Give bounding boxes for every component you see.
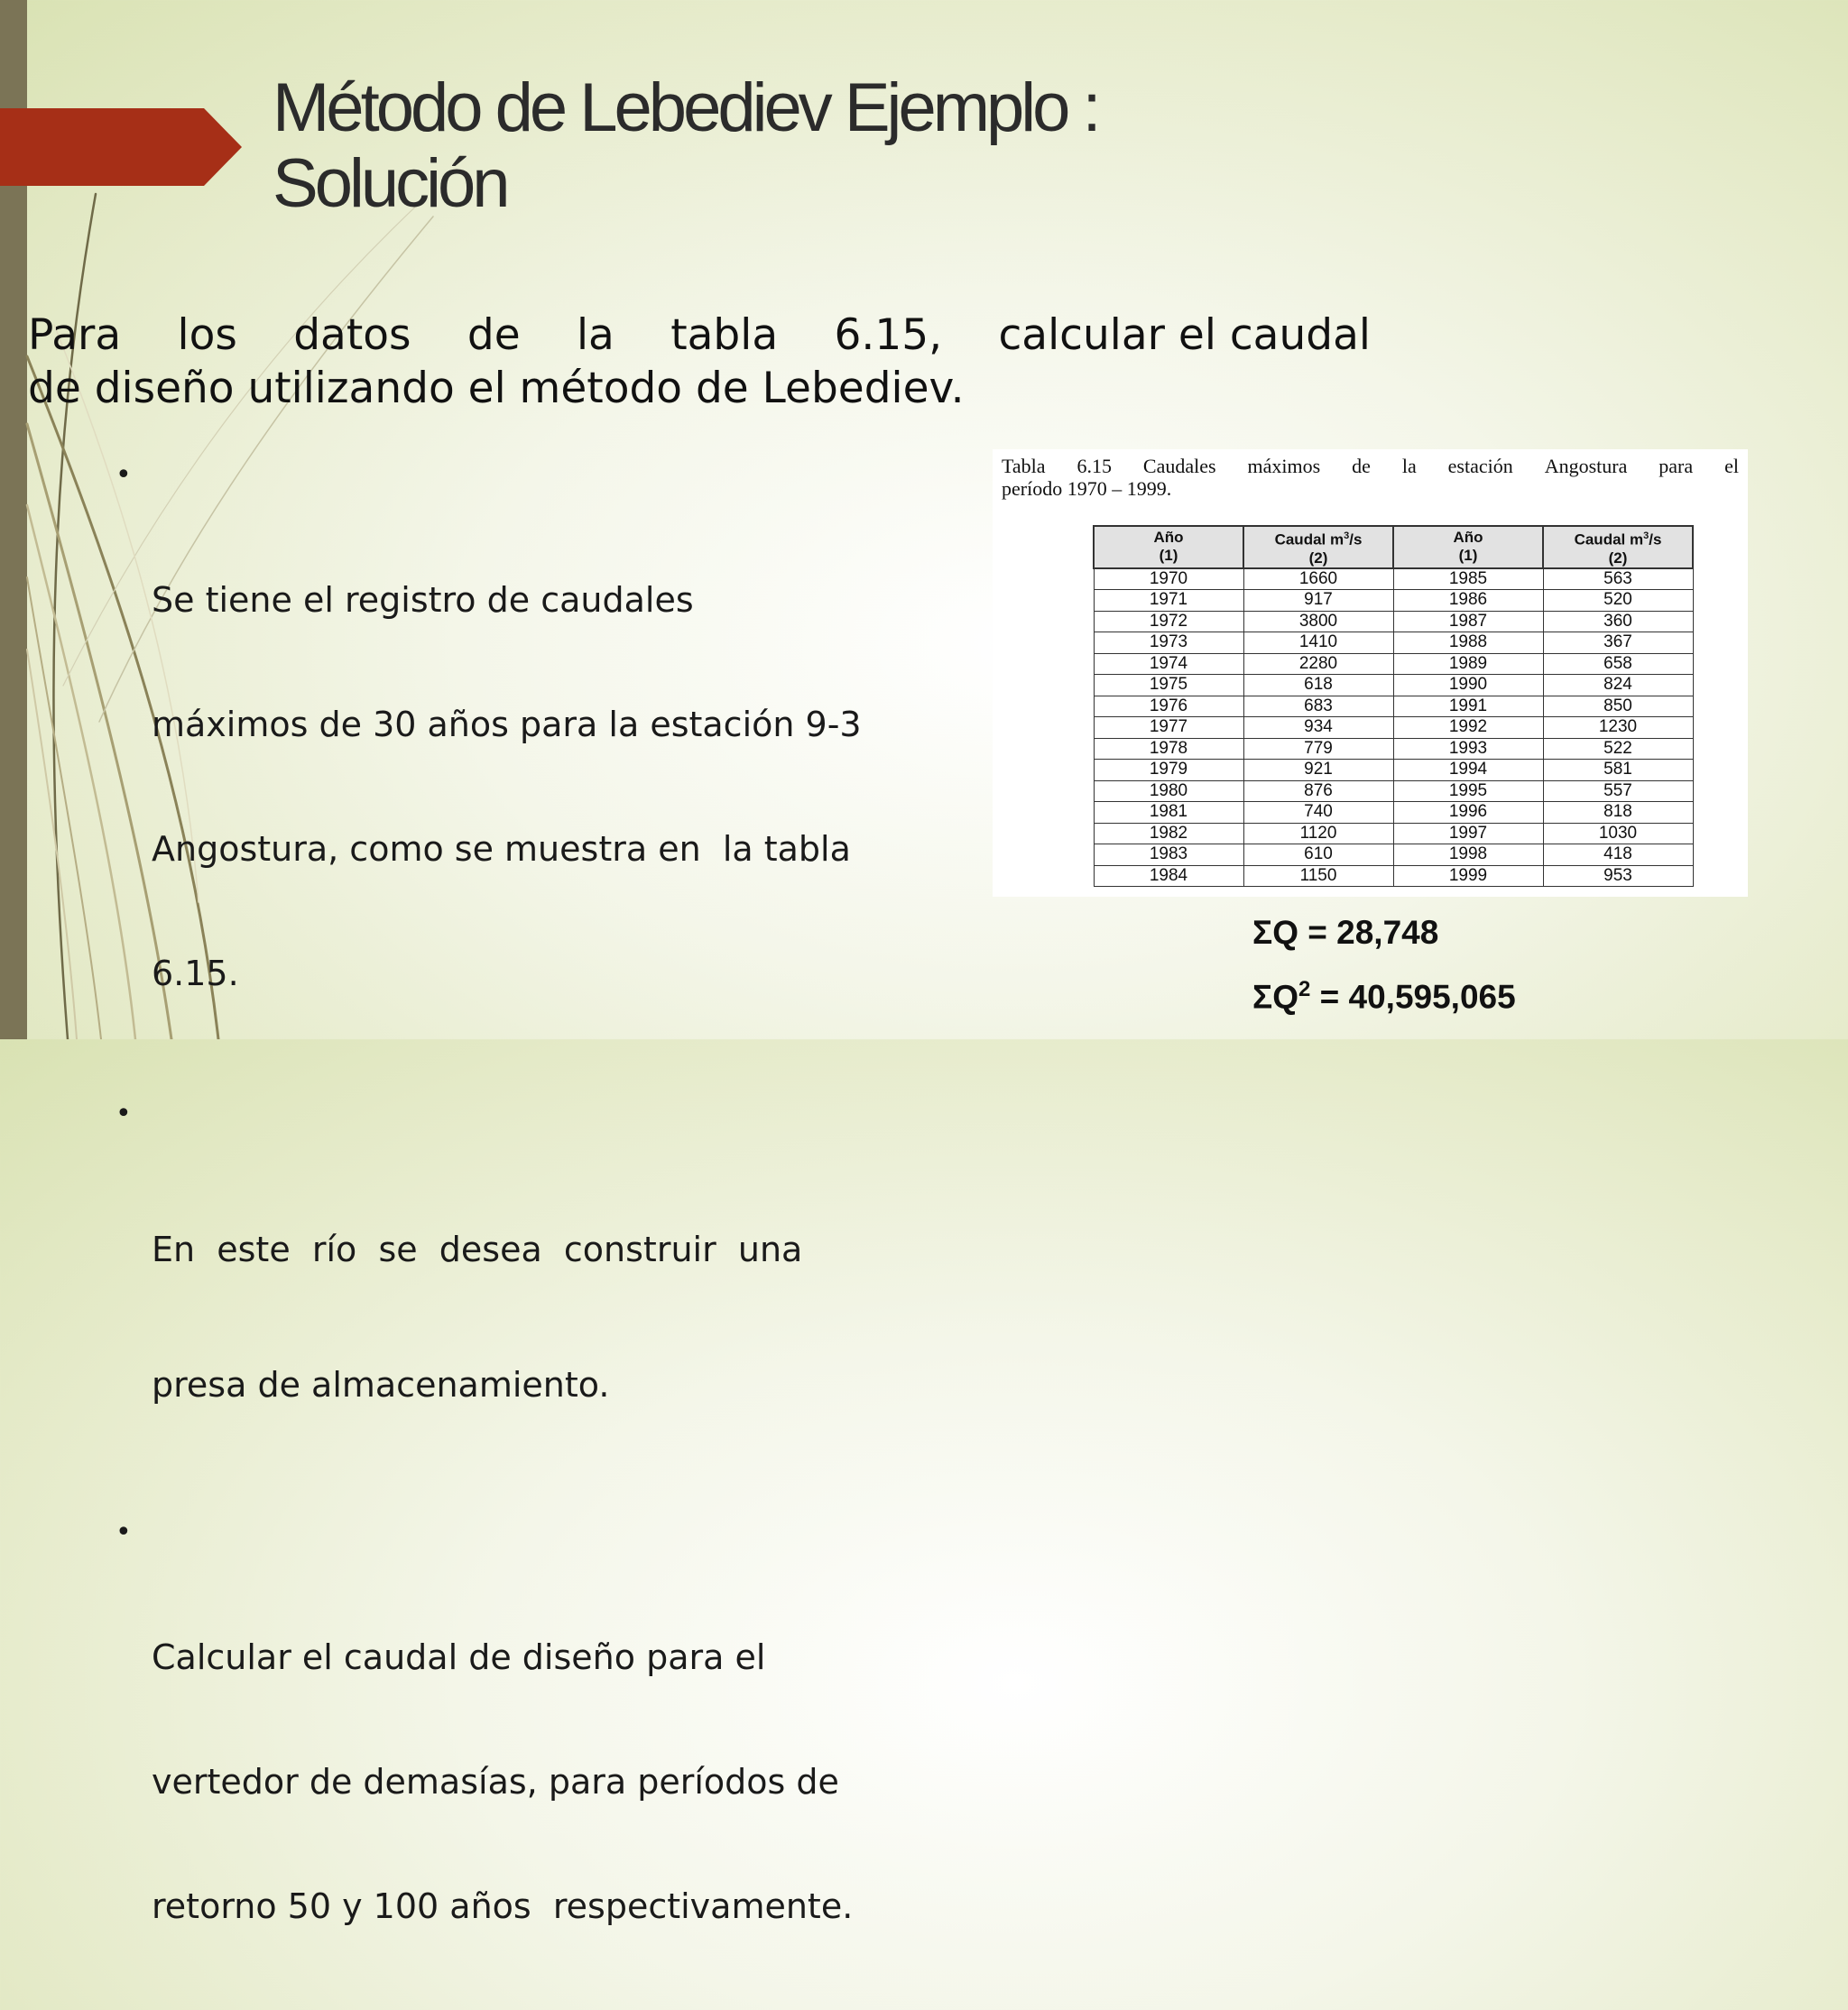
year-cell: 1995 xyxy=(1393,780,1543,802)
table-body xyxy=(1094,568,1693,887)
header-year xyxy=(1094,526,1243,568)
flow-cell: 367 xyxy=(1543,632,1693,654)
table-row xyxy=(1094,802,1693,824)
table-row xyxy=(1094,568,1693,590)
year-cell: 1970 xyxy=(1094,568,1243,590)
flow-cell: 934 xyxy=(1243,717,1393,739)
header-year xyxy=(1393,526,1543,568)
year-cell: 1984 xyxy=(1094,865,1243,887)
flow-cell: 917 xyxy=(1243,590,1393,612)
flow-cell: 2280 xyxy=(1243,653,1393,675)
sum-q2-sup: 2 xyxy=(1298,977,1311,1001)
year-cell: 1994 xyxy=(1393,760,1543,781)
bullet-line: retorno 50 y 100 años respectivamente. xyxy=(152,1886,854,1926)
bullet-line: máximos de 30 años para la estación 9-3 xyxy=(152,705,862,744)
flow-cell: 520 xyxy=(1543,590,1693,612)
year-cell: 1977 xyxy=(1094,717,1243,739)
sum-q: ΣQ = 28,748 xyxy=(1252,914,1439,951)
header-flow-text: Caudal m xyxy=(1274,530,1344,549)
year-cell: 1985 xyxy=(1393,568,1543,590)
header-flow-sup: 3 xyxy=(1344,530,1350,541)
year-cell: 1991 xyxy=(1393,696,1543,717)
sum-q2-prefix: ΣQ xyxy=(1252,978,1298,1016)
flow-cell: 1030 xyxy=(1543,823,1693,844)
table-row xyxy=(1094,760,1693,781)
sum-q2-value: = 40,595,065 xyxy=(1310,978,1516,1016)
bullet-list xyxy=(116,455,864,2010)
table-row xyxy=(1094,780,1693,802)
table-row xyxy=(1094,590,1693,612)
caption-word: para xyxy=(1659,455,1694,477)
flow-cell: 818 xyxy=(1543,802,1693,824)
flow-cell: 618 xyxy=(1243,675,1393,696)
table-row xyxy=(1094,865,1693,887)
year-cell: 1990 xyxy=(1393,675,1543,696)
caption-word: 6.15 xyxy=(1076,455,1112,477)
table-row xyxy=(1094,717,1693,739)
header-flow-number: (2) xyxy=(1308,549,1328,567)
flow-cell: 418 xyxy=(1543,844,1693,866)
table-row xyxy=(1094,675,1693,696)
caption-line-2: período 1970 – 1999. xyxy=(1002,477,1172,500)
flow-cell: 610 xyxy=(1243,844,1393,866)
intro-word: los xyxy=(177,310,237,360)
header-flow-unit: /s xyxy=(1349,530,1363,549)
caption-word: la xyxy=(1401,455,1417,477)
year-cell: 1999 xyxy=(1393,865,1543,887)
year-cell: 1988 xyxy=(1393,632,1543,654)
intro-word: la xyxy=(576,310,614,360)
header-flow-label xyxy=(1544,527,1692,549)
header-year-label: Año xyxy=(1453,529,1483,547)
caption-line-1 xyxy=(1002,455,1739,477)
title-line-1: Método de Lebediev Ejemplo : xyxy=(273,69,1098,146)
bullet-line: Calcular el caudal de diseño para el xyxy=(152,1637,766,1677)
intro-paragraph-line-1 xyxy=(28,310,1371,361)
caption-word: estación xyxy=(1447,455,1513,477)
intro-word: tabla xyxy=(670,310,779,360)
table-caption xyxy=(1002,455,1739,500)
flow-cell: 1230 xyxy=(1543,717,1693,739)
header-flow-sup: 3 xyxy=(1643,530,1649,541)
header-year-number: (1) xyxy=(1458,547,1478,565)
flow-cell: 824 xyxy=(1543,675,1693,696)
flow-cell: 1660 xyxy=(1243,568,1393,590)
flow-cell: 658 xyxy=(1543,653,1693,675)
flow-cell: 740 xyxy=(1243,802,1393,824)
bullet-item xyxy=(116,1512,864,2010)
table-row xyxy=(1094,653,1693,675)
flow-cell: 953 xyxy=(1543,865,1693,887)
year-cell: 1974 xyxy=(1094,653,1243,675)
year-cell: 1997 xyxy=(1393,823,1543,844)
year-cell: 1976 xyxy=(1094,696,1243,717)
table-row xyxy=(1094,696,1693,717)
year-cell: 1981 xyxy=(1094,802,1243,824)
year-cell: 1992 xyxy=(1393,717,1543,739)
year-cell: 1982 xyxy=(1094,823,1243,844)
table-image-panel xyxy=(993,449,1748,897)
year-cell: 1983 xyxy=(1094,844,1243,866)
bullet-line: 6.15. xyxy=(152,954,239,993)
flow-cell: 3800 xyxy=(1243,611,1393,632)
flow-cell: 522 xyxy=(1543,738,1693,760)
header-year-number: (1) xyxy=(1159,547,1178,565)
year-cell: 1972 xyxy=(1094,611,1243,632)
year-cell: 1996 xyxy=(1393,802,1543,824)
bullet-line: Se tiene el registro de caudales xyxy=(152,580,694,620)
table-row xyxy=(1094,738,1693,760)
caption-word: Angostura xyxy=(1544,455,1628,477)
year-cell: 1993 xyxy=(1393,738,1543,760)
table-row xyxy=(1094,632,1693,654)
header-flow-number: (2) xyxy=(1608,549,1628,567)
year-cell: 1971 xyxy=(1094,590,1243,612)
flow-cell: 563 xyxy=(1543,568,1693,590)
flow-cell: 779 xyxy=(1243,738,1393,760)
header-flow-text: Caudal m xyxy=(1574,530,1644,549)
flow-cell: 1120 xyxy=(1243,823,1393,844)
year-cell: 1975 xyxy=(1094,675,1243,696)
flow-cell: 557 xyxy=(1543,780,1693,802)
year-cell: 1980 xyxy=(1094,780,1243,802)
intro-word: de xyxy=(467,310,521,360)
bullet-dot: • xyxy=(116,459,132,491)
header-year-label: Año xyxy=(1153,529,1184,547)
table-row xyxy=(1094,823,1693,844)
flow-data-table xyxy=(1093,525,1694,887)
flow-cell: 1410 xyxy=(1243,632,1393,654)
intro-word: 6.15, xyxy=(834,310,943,360)
sum-q-squared xyxy=(1252,977,1516,1016)
year-cell: 1986 xyxy=(1393,590,1543,612)
bullet-line: En este río se desea construir una xyxy=(152,1230,803,1269)
year-cell: 1978 xyxy=(1094,738,1243,760)
slide-title xyxy=(273,70,1265,222)
caption-word: el xyxy=(1724,455,1739,477)
flow-cell: 683 xyxy=(1243,696,1393,717)
flow-cell: 581 xyxy=(1543,760,1693,781)
caption-word: máximos xyxy=(1247,455,1321,477)
bullet-line: vertedor de demasías, para períodos de xyxy=(152,1762,839,1802)
intro-word: Para xyxy=(28,310,122,360)
year-cell: 1989 xyxy=(1393,653,1543,675)
year-cell: 1987 xyxy=(1393,611,1543,632)
caption-word: de xyxy=(1352,455,1371,477)
caption-word: Caudales xyxy=(1142,455,1216,477)
flow-cell: 360 xyxy=(1543,611,1693,632)
header-flow-unit: /s xyxy=(1649,530,1662,549)
year-cell: 1979 xyxy=(1094,760,1243,781)
table-header-row xyxy=(1094,526,1693,568)
title-arrow-shape xyxy=(0,108,242,186)
flow-cell: 1150 xyxy=(1243,865,1393,887)
intro-word: calcular el caudal xyxy=(998,310,1371,360)
bullet-line: presa de almacenamiento. xyxy=(152,1365,610,1405)
bullet-item xyxy=(116,1092,864,1498)
bullet-line: Angostura, como se muestra en la tabla xyxy=(152,829,851,869)
flow-cell: 850 xyxy=(1543,696,1693,717)
table-row xyxy=(1094,611,1693,632)
flow-cell: 876 xyxy=(1243,780,1393,802)
header-flow xyxy=(1543,526,1693,568)
header-flow xyxy=(1243,526,1393,568)
bullet-item xyxy=(116,455,864,1077)
year-cell: 1973 xyxy=(1094,632,1243,654)
intro-word: datos xyxy=(293,310,411,360)
intro-paragraph-line-2: de diseño utilizando el método de Lebediev. xyxy=(28,364,965,413)
bullet-dot: • xyxy=(116,1098,132,1129)
bullet-dot: • xyxy=(116,1517,132,1548)
caption-word: Tabla xyxy=(1002,455,1046,477)
flow-cell: 921 xyxy=(1243,760,1393,781)
title-line-2: Solución xyxy=(273,145,507,222)
table-row xyxy=(1094,844,1693,866)
year-cell: 1998 xyxy=(1393,844,1543,866)
header-flow-label xyxy=(1244,527,1392,549)
